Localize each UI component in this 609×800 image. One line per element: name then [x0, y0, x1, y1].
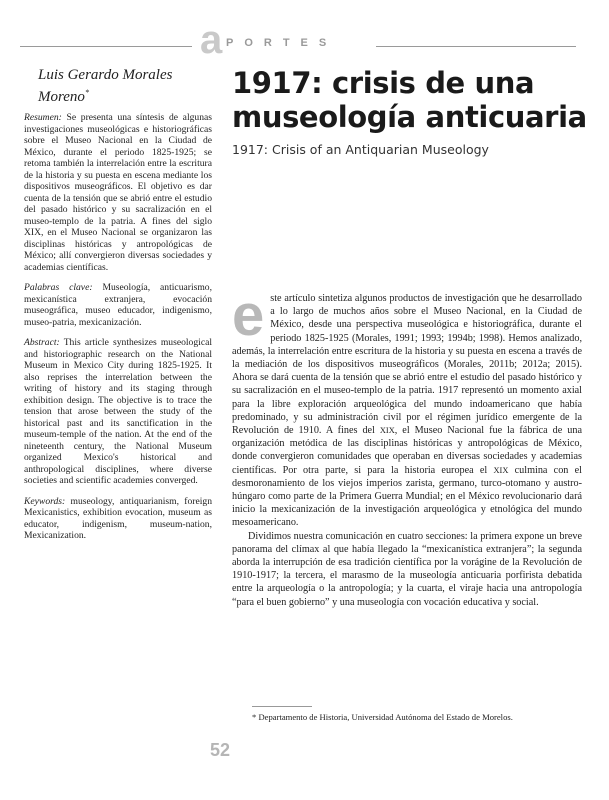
header-rule-right [376, 46, 576, 47]
resumen-label: Resumen: [24, 112, 62, 123]
keywords-text: museology, antiquarianism, foreign Mexicanistics, exhibition evocation, museum as educator, indigenism, museum-nation, Mexicanization. [24, 495, 212, 541]
drop-cap: e [232, 283, 265, 348]
abstract-column [24, 112, 212, 551]
author-text: Luis Gerardo Morales Moreno [38, 67, 173, 105]
article-subtitle: 1917: Crisis of an Antiquarian Museology [232, 142, 489, 157]
author-affiliation-footnote: * Departamento de Historia, Universidad Autónoma del Estado de Morelos. [252, 712, 513, 722]
palabras-clave-paragraph [24, 282, 212, 328]
body-p1-part-c: culmina con el desmoronamiento de los viejos imperios zarista, germano, turco-otomano y austro-húngaro como parte de la Primera Guerra Mundial; en el México revolucionario dará inicio la mexicanización de la investigación arqueológica y etnológica del mundo mesoamericano. [232, 464, 582, 529]
palabras-clave-label: Palabras clave: [24, 282, 93, 293]
keywords-paragraph [24, 496, 212, 542]
body-p1-part-a: ste artículo sintetiza algunos productos de investigación que he desarrollado a lo largo de muchos años sobre el Museo Nacional, en la Ciudad de México, desde una perspectiva museológica e historiográfica, durante el periodo 1825-1925 (Morales, 1991; 1993; 1994b; 1998). Hemos analizado, además, la interrelación entre escritura de la historia y su puesta en escena a través de la mediación de los dispositivos museográficos (Morales, 2011b; 2012a; 2015). Ahora se dará cuenta de la tensión que se abrió entre el estudio del pasado histórico y su sacralización en el museo-templo de la patria. 1917 representó un momento axial para la libre exploración arqueológica del mundo indoamericano que había predominado, y su administración civil por el régimen jurídico emergente de la Revolución de 1910. A fines del [232, 293, 582, 437]
resumen-paragraph [24, 112, 212, 273]
century-smallcaps-1: XIX [379, 426, 395, 436]
section-name: PORTES [226, 37, 338, 49]
section-initial: a [200, 18, 223, 62]
palabras-clave-text: Museología, anticuarismo, mexicanística extranjera, evocación museográfica, museo educador, indigenismo, museo-patria, mexicanización. [24, 282, 212, 328]
author-footnote-mark: * [84, 88, 89, 97]
article-title: 1917: crisis de una museología anticuaria [232, 66, 587, 134]
keywords-label: Keywords: [24, 495, 66, 507]
body-paragraph-2: Dividimos nuestra comunicación en cuatro secciones: la primera expone un breve panorama del clímax al que había llegado la “mexicanística extranjera”; la segunda aborda la interrupción de esa tradición científica por la vorágine de la Revolución de 1910-1917; la tercera, el marasmo de la museología anticuaria porfirista debatida entre la arqueología o la antropología; y la cuarta, el viraje hacia una antropología “para el buen gobierno” y una museología con vocación educativa y social. [232, 530, 582, 608]
footnote-rule [252, 706, 312, 707]
abstract-label: Abstract: [24, 337, 60, 348]
page-number: 52 [210, 740, 231, 760]
body-p1-part-b: , el Museo Nacional fue la fábrica de una organización metódica de las disciplinas históricas y antropológicas de México, donde convergieron comunidades que operaban en diversas sociedades y academias científicas. Por otra parte, si para la historia europea el [232, 425, 582, 476]
article-body [232, 283, 582, 609]
author-name [38, 66, 208, 106]
header-rule-left [20, 46, 192, 47]
century-smallcaps-2: XIX [493, 465, 509, 475]
abstract-paragraph [24, 337, 212, 487]
body-paragraph-1 [232, 283, 582, 530]
abstract-text: This article synthesizes museological and historiographic research on the National Museum in Mexico City during 1825-1925. It also reprises the interrelation between the writing of history and its staging through exhibition design. The objective is to trace the tension that arose between the study of the historical past and its sanctification in the museum-temple of the nation. At the end of the nineteenth century, the National Museum organized Mexico's historical and anthropological disciplines, where diverse societies and scientific academies converged. [24, 337, 212, 486]
resumen-text: Se presenta una síntesis de algunas investigaciones museológicas e historiográficas sobre el Museo Nacional en la Ciudad de México, durante el periodo 1825-1925; se retoma también la interrelación entre la escritura de la historia y su puesta en escena mediante los dispositivos museográficos. El objetivo es dar cuenta de la tensión que se abrió entre el estudio del pasado histórico y su sacralización en el museo-templo de la patria. A fines del siglo XIX, en el Museo Nacional se organizaron las disciplinas históricas y antropológicas de México; allí convergieron diversas sociedades y academias científicas. [24, 112, 212, 273]
